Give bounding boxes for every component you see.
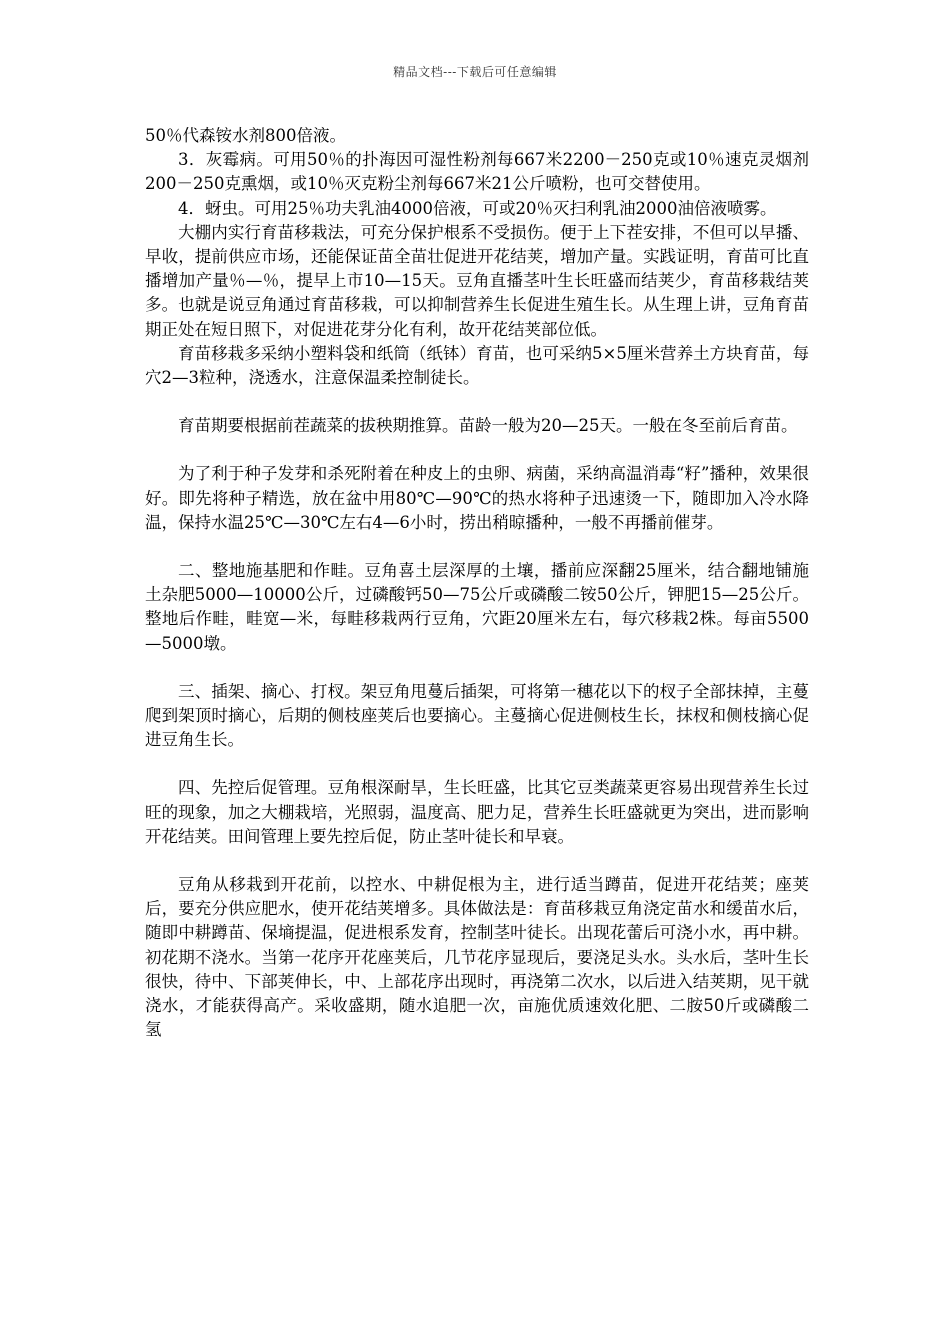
- document-body: [145, 124, 809, 1043]
- page-header: 精品文档---下载后可任意编辑: [393, 65, 557, 79]
- paragraph-seedling-period: 育苗期要根据前茬蔬菜的拔秧期推算。苗龄一般为20—25天。一般在冬至前后育苗。: [178, 416, 798, 436]
- paragraph-continuation: 50％代森铵水剂800倍液。: [145, 126, 346, 145]
- paragraph-seed-disinfection: 为了利于种子发芽和杀死附着在种皮上的虫卵、病菌，采纳高温消毒“籽”播种，效果很好。即先将种子精选，放在盆中用80℃—90℃的热水将种子迅速烫一下，随即加入冷水降温，保持水温25℃—30℃左右4—6小时，捞出稍晾播种，一般不再播前催芽。: [145, 464, 809, 532]
- paragraph-gray-mold: 3．灰霉病。可用50％的扑海因可湿性粉剂每667米2200－250克或10％速克灵烟剂200－250克熏烟，或10％灭克粉尘剂每667米21公斤喷粉，也可交替使用。: [145, 150, 809, 194]
- paragraph-seedling-method: 育苗移栽多采纳小塑料袋和纸筒（纸钵）育苗，也可采纳5×5厘米营养土方块育苗，每穴2—3粒种，浇透水，注意保温柔控制徒长。: [145, 343, 809, 388]
- paragraph-control-management: 四、先控后促管理。豆角根深耐旱，生长旺盛，比其它豆类蔬菜更容易出现营养生长过旺的现象，加之大棚栽培，光照弱，温度高、肥力足，营养生长旺盛就更为突出，进而影响开花结荚。田间管理上要先控后促，防止茎叶徒长和早衰。: [145, 778, 809, 846]
- paragraph-seedling-transplant: 大棚内实行育苗移栽法，可充分保护根系不受损伤。便于上下茬安排，不但可以早播、早收，提前供应市场，还能保证苗全苗壮促进开花结荚，增加产量。实践证明，育苗可比直播增加产量％—％，提早上市10—15天。豆角直播茎叶生长旺盛而结荚少，育苗移栽结荚多。也就是说豆角通过育苗移栽，可以抑制营养生长促进生殖生长。从生理上讲，豆角育苗期正处在短日照下，对促进花芽分化有利，故开花结荚部位低。: [145, 222, 809, 339]
- paragraph-trellis-pinching: 三、插架、摘心、打杈。架豆角甩蔓后插架，可将第一穗花以下的杈子全部抹掉，主蔓爬到架顶时摘心，后期的侧枝座荚后也要摘心。主蔓摘心促进侧枝生长，抹杈和侧枝摘心促进豆角生长。: [145, 681, 809, 750]
- paragraph-water-fertilizer: 豆角从移栽到开花前，以控水、中耕促根为主，进行适当蹲苗，促进开花结荚；座荚后，要充分供应肥水，使开花结荚增多。具体做法是：育苗移栽豆角浇定苗水和缓苗水后，随即中耕蹲苗、保墒提温，促进根系发育，控制茎叶徒长。出现花蕾后可浇小水，再中耕。初花期不浇水。当第一花序开花座荚后，几节花序显现后，要浇足头水。头水后，茎叶生长很快，待中、下部荚伸长，中、上部花序出现时，再浇第二次水，以后进入结荚期，见干就浇水，才能获得高产。采收盛期，随水追肥一次，亩施优质速效化肥、二胺50斤或磷酸二氢: [145, 875, 809, 1040]
- paragraph-soil-preparation: 二、整地施基肥和作畦。豆角喜土层深厚的土壤，播前应深翻25厘米，结合翻地铺施土杂肥5000—10000公斤，过磷酸钙50—75公斤或磷酸二铵50公斤，钾肥15—25公斤。整地后作畦，畦宽—米，每畦移栽两行豆角，穴距20厘米左右，每穴移栽2株。每亩5500—5000墩。: [145, 561, 809, 653]
- paragraph-aphids: 4．蚜虫。可用25％功夫乳油4000倍液，可或20％灭扫利乳油2000油倍液喷雾。: [178, 198, 777, 218]
